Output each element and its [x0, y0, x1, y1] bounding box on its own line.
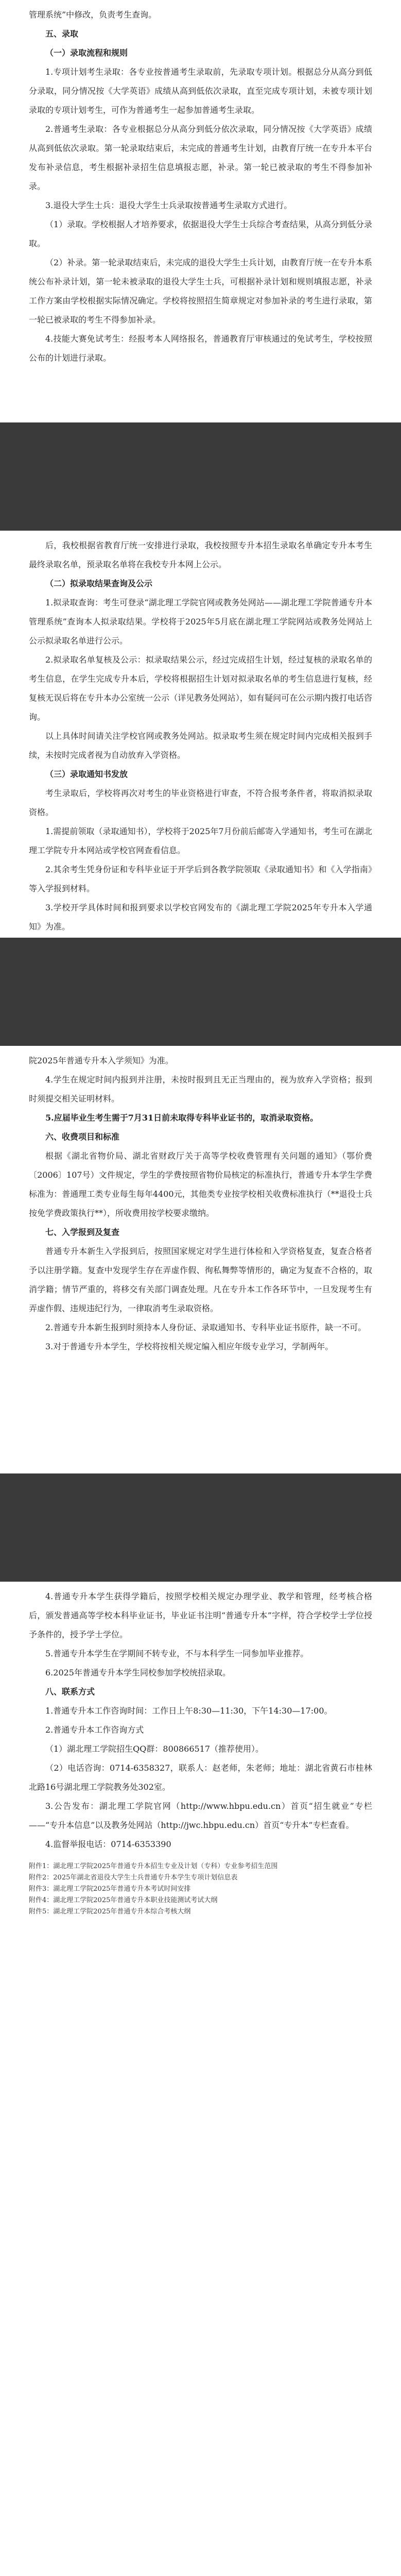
- section-heading: 五、录取: [45, 29, 79, 39]
- attachment-item: 附件2：2025年湖北省退役大学生士兵普通专升本学生专项计划信息表: [29, 1874, 238, 1882]
- paragraph: 根据《湖北省物价局、湖北省财政厅关于高等学校收费管理有关问题的通知》（鄂价费〔2006〕107号）文件规定，学生的学费按照省物价局核定的标准执行，普通专升本学生学费标准为：普通理工类专业每生每年4400元，其他类专业按学校相关收费标准执行（**退役士兵按免学费政策执行**），所收费用按学校要求缴纳。: [29, 1151, 372, 1218]
- document-page-3: [0, 1046, 401, 1473]
- paragraph: 考生录取后，学校将再次对考生的毕业资格进行审查，不符合报考条件者，将取消拟录取资格。: [29, 788, 372, 817]
- paragraph: 3.对于普通专升本学生，学校将按相关规定编入相应年级专业学习，学制两年。: [45, 1342, 334, 1351]
- paragraph: 普通专升本新生入学报到后，按照国家规定对学生进行体检和入学资格复查，复查合格者予以注册学籍。复查中发现学生存在弄虚作假、徇私舞弊等情形的，确定为复查不合格的，取消学籍；情节严重的，将移交有关部门调查处理。凡在专升本工作各环节中，一旦发现考生有弄虚作假、违规违纪行为，一律取消考生录取资格。: [29, 1246, 372, 1313]
- paragraph: 后，我校根据省教育厅统一安排进行录取，我校按照专升本招生录取名单确定专升本考生最终录取名单，预录取名单将在我校专升本网上公示。: [29, 540, 372, 569]
- text-line: 管理系统”中修改，负责考生查询。: [29, 10, 157, 20]
- section-heading: 六、收费项目和标准: [45, 1132, 120, 1142]
- paragraph: 2.拟录取名单复核及公示：拟录取结果公示，经过完成招生计划，经过复核的录取名单的考生信息，在学生完成专升本后，学校将根据招生计划对拟录取名单的考生信息进行复核，经复核无误后将在专升本办公室统一公示（详见教务处网站），如有疑问可在公示期内拨打电话咨询。: [29, 655, 372, 722]
- paragraph: 6.2025年普通专升本学生同校参加学校统招录取。: [45, 1668, 231, 1677]
- text-line: 院2025年普通专升本入学须知》为准。: [29, 1056, 173, 1065]
- paragraph: 2.普通专升本工作咨询方式: [45, 1725, 144, 1735]
- paragraph: 3.学校开学具体时间和报到要求以学校官网发布的《湖北理工学院2025年专升本入学通知》为准。: [29, 903, 372, 931]
- subsection-heading: （一）录取流程和规则: [45, 48, 128, 58]
- attachment-item: 附件1：湖北理工学院2025年普通专升本招生专业及计划（专科）专业参考招生范围: [29, 1862, 278, 1870]
- attachment-item: 附件4：湖北理工学院2025年普通专升本职业技能测试考试大纲: [29, 1896, 218, 1904]
- section-heading: 八、联系方式: [45, 1687, 95, 1697]
- page-separator: [0, 422, 401, 531]
- paragraph: 2.普通专升本新生报到时须持本人身份证、录取通知书、专科毕业证书原件，缺一不可。: [45, 1323, 367, 1332]
- paragraph: 以上具体时间请关注学校官网或教务处网站。拟录取考生须在规定时间内完成相关报到手续，未按时完成者视为自动放弃入学资格。: [29, 731, 372, 760]
- paragraph: （2）电话咨询：0714-6358327，联系人：赵老师，朱老师；地址：湖北省黄石市桂林北路16号湖北理工学院教务处302室。: [29, 1763, 372, 1792]
- subsection-heading: （三）录取通知书发放: [45, 769, 128, 779]
- paragraph: 1.拟录取查询：考生可登录“湖北理工学院官网或教务处网站——湖北理工学院普通专升本管理系统”查询本人拟录取结果。学校将于2025年5月底在湖北理工学院网站或教务处网站上公示拟录取名单进行公示。: [29, 598, 372, 646]
- page-separator: [0, 1473, 401, 1582]
- attachment-item: 附件5：湖北理工学院2025年普通专升本综合考核大纲: [29, 1908, 191, 1916]
- paragraph: 1.需提前领取（录取通知书），学校将于2025年7月份前后邮寄入学通知书，考生可在湖北理工学院专升本网站或学校官网查看信息。: [29, 826, 372, 855]
- paragraph: 2.其余考生凭身份证和专科毕业证于开学后到各教学院领取《录取通知书》和《入学指南》等入学报到材料。: [29, 865, 372, 893]
- page-separator: [0, 938, 401, 1046]
- paragraph: 4.技能大赛免试考生：经报考本人网络报名，普通教育厅审核通过的免试考生，学校按照公布的计划进行录取。: [29, 334, 372, 363]
- attachment-item: 附件3：湖北理工学院2025年普通专升本考试时间安排: [29, 1885, 191, 1893]
- paragraph: 4.监督举报电话：0714-6353390: [45, 1839, 171, 1849]
- paragraph: 3.退役大学生士兵：退役大学生士兵录取按普通考生录取方式进行。: [45, 200, 292, 210]
- subsection-heading: （二）拟录取结果查询及公示: [45, 579, 153, 588]
- paragraph: 4.学生在规定时间内报到并注册，未按时报到且无正当理由的，视为放弃入学资格；报到时须提交相关证明材料。: [29, 1075, 372, 1104]
- document-page-2: [0, 531, 401, 938]
- paragraph: 5.应届毕业生考生需于7月31日前未取得专科毕业证书的，取消录取资格。: [45, 1113, 319, 1123]
- paragraph: 3.公告发布：湖北理工学院官网（http://www.hbpu.edu.cn）首页“招生就业”专栏——“专升本信息”以及教务处网站（http://jwc.hbpu.edu.cn）首页“专升本”专栏查看。: [29, 1801, 372, 1830]
- paragraph: （2）补录。第一轮录取结束后，未完成的退役大学生士兵计划，由教育厅统一在专升本系统公布补录计划，第一轮未被录取的退役大学生士兵，可根据补录计划和规则填报志愿，补录工作方案由学校根据实际情况确定。学校将按照招生简章规定对参加补录的考生进行录取，第一轮已被录取的考生不得参加补录。: [29, 258, 372, 325]
- paragraph: （1）录取。学校根据人才培养要求，依据退役大学生士兵综合考查结果，从高分到低分录取。: [29, 219, 372, 248]
- paragraph: 2.普通考生录取：各专业根据总分从高分到低分依次录取，同分情况按《大学英语》成绩从高到低依次录取。第一轮录取结束后，未完成的普通考生计划，由教育厅统一在专升本平台发布补录信息，考生根据补录招生信息填报志愿，补录。第一轮已被录取的考生不得参加补录。: [29, 124, 372, 191]
- paragraph: （1）湖北理工学院招生QQ群：800866517（推荐使用）。: [45, 1744, 264, 1754]
- paragraph: 1.专项计划考生录取：各专业按普通考生录取前，先录取专项计划。根据总分从高分到低分录取，同分情况按《大学英语》成绩从高到低依次录取，直至完成专项计划，未被专项计划录取的专项计划考生，可作为普通考生一起参加普通考生录取。: [29, 67, 372, 115]
- document-page-4: [0, 1582, 401, 2576]
- paragraph: 1.普通专升本工作咨询时间：工作日上午8:30—11:30，下午14:30—17:00。: [45, 1706, 333, 1716]
- paragraph: 4.普通专升本学生获得学籍后，按照学校相关规定办理学业、教学和管理，经考核合格后，颁发普通高等学校本科毕业证书，毕业证书注明“普通专升本”字样，符合学校学士学位授予条件的，授予学士学位。: [29, 1591, 372, 1639]
- section-heading: 七、入学报到及复查: [45, 1227, 120, 1237]
- paragraph: 5.普通专升本学生在学期间不转专业，不与本科学生一同参加毕业推荐。: [45, 1649, 309, 1658]
- document-page-1: [0, 0, 401, 422]
